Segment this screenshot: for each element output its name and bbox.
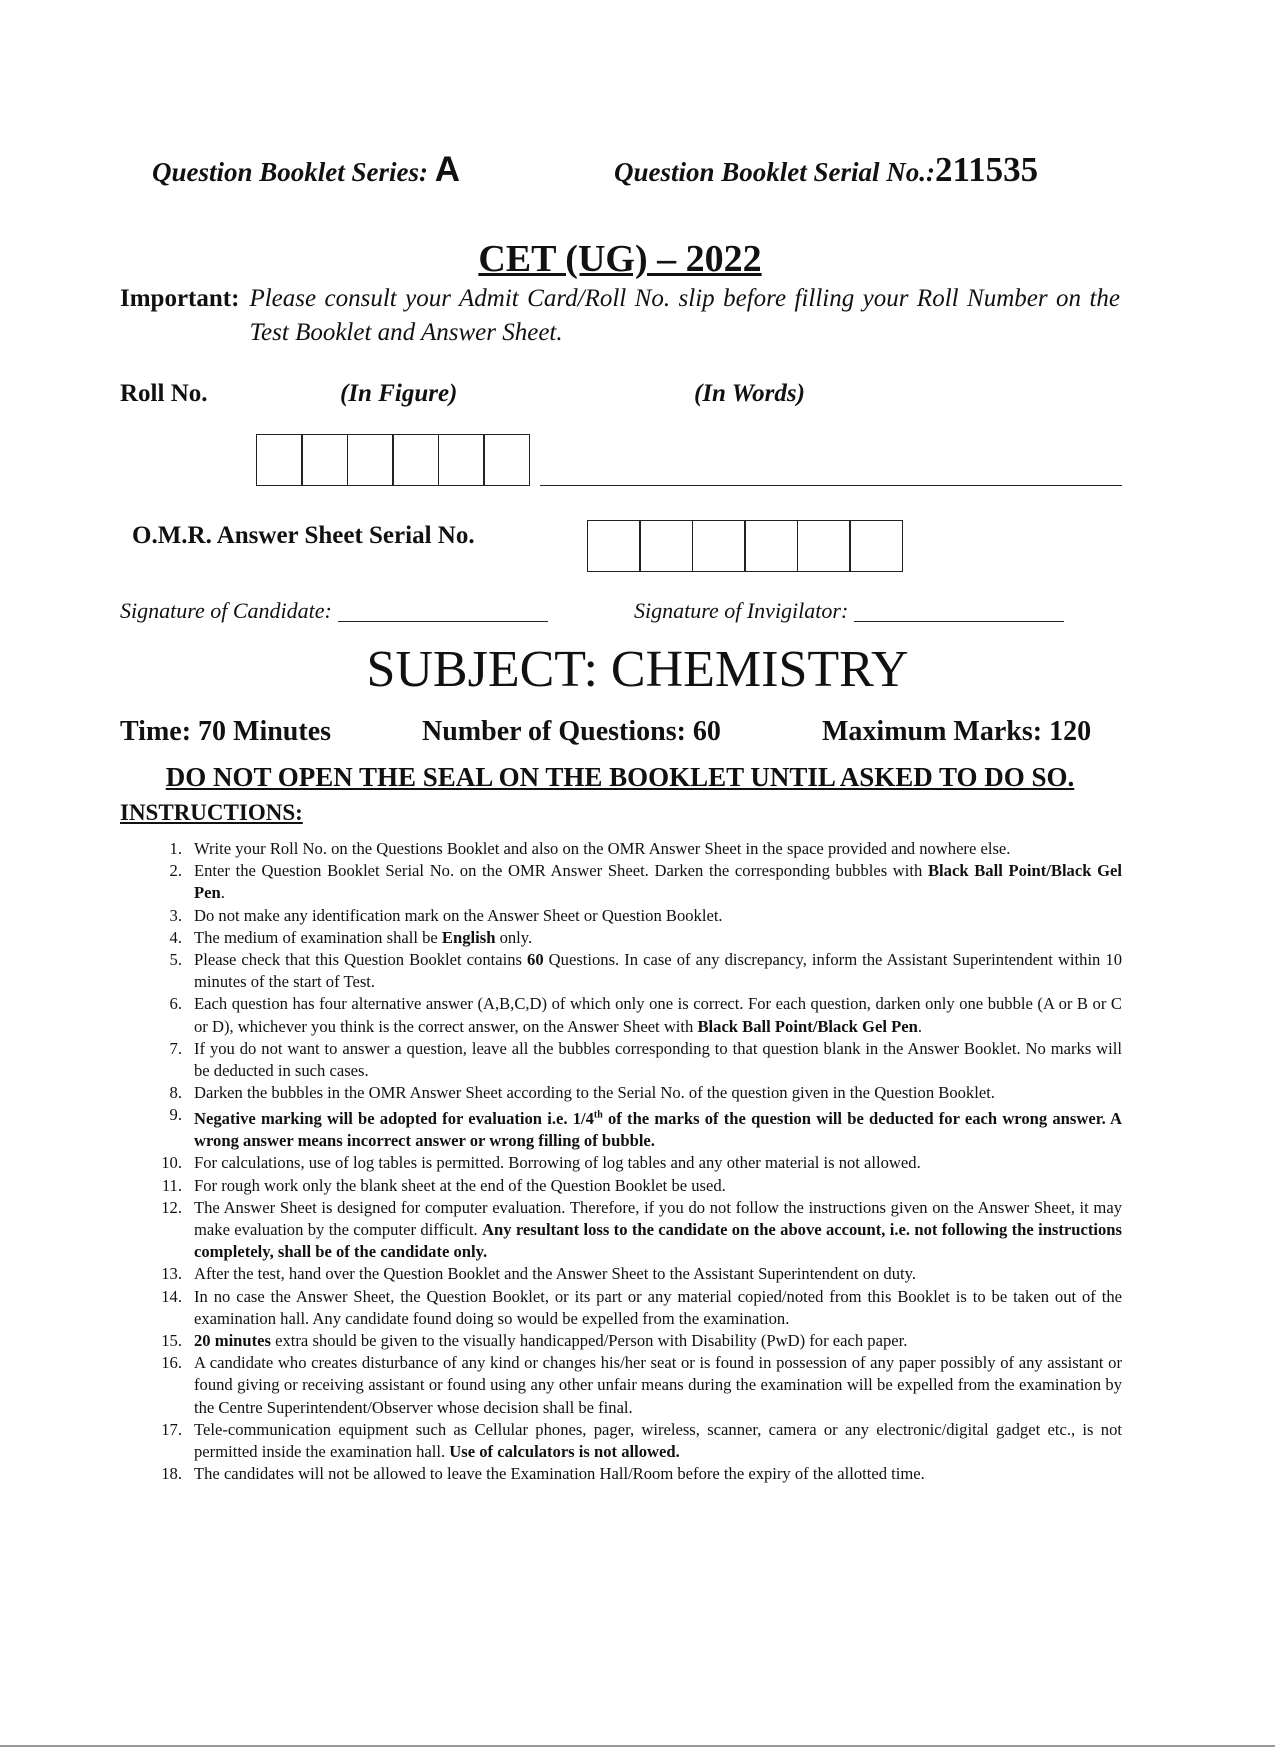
booklet-series xyxy=(152,150,460,190)
booklet-serial-value: 211535 xyxy=(935,150,1039,189)
instruction-text: The medium of examination shall be English only. xyxy=(194,927,533,947)
instruction-item xyxy=(150,1082,1122,1104)
instruction-text: For rough work only the blank sheet at the end of the Question Booklet be used. xyxy=(194,1175,726,1195)
question-count: Number of Questions: 60 xyxy=(422,716,721,747)
instruction-item xyxy=(150,1263,1122,1285)
instruction-number: 15. xyxy=(161,1331,182,1350)
seal-notice: DO NOT OPEN THE SEAL ON THE BOOKLET UNTIL ASKED TO DO SO. xyxy=(165,762,1075,792)
instruction-text: Do not make any identification mark on the Answer Sheet or Question Booklet. xyxy=(194,905,723,925)
booklet-serial xyxy=(614,150,1038,190)
invigilator-signature-label: Signature of Invigilator: xyxy=(634,598,849,623)
instruction-number: 16. xyxy=(161,1353,182,1373)
instruction-number: 11. xyxy=(161,1175,182,1195)
instruction-item xyxy=(150,1463,1122,1485)
instruction-text: Enter the Question Booklet Serial No. on the OMR Answer Sheet. Darken the corresponding bubbles with Black Ball Point/Black Gel Pen. xyxy=(194,861,1122,903)
instruction-text: Negative marking will be adopted for evaluation i.e. 1/4th of the marks of the question will be deducted for each wrong answer. A wrong answer means incorrect answer or wrong filling of bubble. xyxy=(194,1108,1122,1151)
candidate-signature-label: Signature of Candidate: xyxy=(120,598,332,623)
roll-in-words-label: (In Words) xyxy=(694,380,805,407)
roll-digit-box[interactable] xyxy=(483,434,530,486)
instruction-item xyxy=(150,1419,1122,1463)
instruction-number: 9. xyxy=(169,1105,182,1125)
booklet-series-label: Question Booklet Series: xyxy=(152,157,429,187)
instruction-number: 17. xyxy=(161,1419,182,1439)
instruction-number: 1. xyxy=(169,839,182,858)
instruction-text: A candidate who creates disturbance of any kind or changes his/her seat or is found in possession of any paper possibly of any assistant or found giving or receiving assistant or found using any other unfair means during the examination will be expelled from the examination by the Centre Superintendent/Observer whose decision shall be final. xyxy=(194,1353,1122,1417)
exam-time: Time: 70 Minutes xyxy=(120,716,332,747)
instruction-number: 8. xyxy=(169,1083,182,1103)
instruction-number: 7. xyxy=(169,1038,182,1058)
instruction-number: 12. xyxy=(161,1197,182,1217)
omr-digit-box[interactable] xyxy=(587,520,641,572)
omr-digit-box[interactable] xyxy=(692,520,746,572)
booklet-serial-label: Question Booklet Serial No.: xyxy=(614,157,936,187)
instruction-text: If you do not want to answer a question, leave all the bubbles corresponding to that question blank in the Answer Booklet. No marks will be deducted in such cases. xyxy=(194,1038,1122,1081)
instruction-text: Darken the bubbles in the OMR Answer Sheet according to the Serial No. of the question given in the Question Booklet. xyxy=(194,1083,995,1103)
omr-digit-box[interactable] xyxy=(797,520,851,572)
instruction-item xyxy=(150,860,1122,904)
instruction-text: The Answer Sheet is designed for computer evaluation. Therefore, if you do not follow the instructions given on the Answer Sheet, it may make evaluation by the computer difficult. Any resultant loss to the candidate on the above account, i.e. not following the instructions completely, shall be of the candidate only. xyxy=(194,1197,1122,1262)
instruction-text: In no case the Answer Sheet, the Question Booklet, or its part or any material copied/noted from this Booklet is to be taken out of the examination hall. Any candidate found doing so would be expelled from the examination. xyxy=(194,1286,1122,1328)
instruction-number: 3. xyxy=(169,905,182,925)
instruction-text: Please check that this Question Booklet contains 60 Questions. In case of any discrepancy, inform the Assistant Superintendent within 10 minutes of the start of Test. xyxy=(194,950,1122,992)
invigilator-signature xyxy=(634,598,1064,624)
candidate-signature-line[interactable] xyxy=(338,621,548,622)
instruction-item xyxy=(150,1286,1122,1330)
invigilator-signature-line[interactable] xyxy=(854,621,1064,622)
important-text: Please consult your Admit Card/Roll No. slip before filling your Roll Number on the Test Booklet and Answer Sheet. xyxy=(249,285,1120,346)
roll-digit-box[interactable] xyxy=(256,434,303,486)
instruction-item xyxy=(150,1152,1122,1174)
instruction-item xyxy=(150,905,1122,927)
instruction-item xyxy=(150,1104,1122,1152)
instruction-item xyxy=(150,838,1122,860)
booklet-series-value: A xyxy=(434,150,461,189)
instructions-title: INSTRUCTIONS: xyxy=(120,800,303,825)
instruction-item xyxy=(150,1175,1122,1197)
omr-digit-box[interactable] xyxy=(744,520,798,572)
instruction-item xyxy=(150,1352,1122,1419)
instruction-text: 20 minutes extra should be given to the visually handicapped/Person with Disability (PwD) for each paper. xyxy=(194,1331,908,1350)
instruction-item xyxy=(150,1330,1122,1352)
instruction-number: 6. xyxy=(169,994,182,1014)
roll-in-figure-label: (In Figure) xyxy=(340,380,458,407)
instruction-number: 13. xyxy=(161,1264,182,1284)
important-label: Important: xyxy=(120,285,240,312)
exam-title: CET (UG) – 2022 xyxy=(478,238,762,280)
instruction-item xyxy=(150,993,1122,1037)
instruction-text: The candidates will not be allowed to leave the Examination Hall/Room before the expiry of the allotted time. xyxy=(194,1464,925,1484)
instruction-number: 18. xyxy=(161,1464,182,1484)
instruction-item xyxy=(150,1038,1122,1082)
roll-digit-box[interactable] xyxy=(438,434,485,486)
instruction-number: 14. xyxy=(161,1286,182,1306)
instruction-number: 2. xyxy=(169,861,182,881)
omr-serial-label: O.M.R. Answer Sheet Serial No. xyxy=(132,522,475,549)
instruction-number: 4. xyxy=(169,927,182,947)
instruction-item xyxy=(150,1197,1122,1264)
page-bottom-rule xyxy=(0,1745,1275,1747)
instruction-text: Write your Roll No. on the Questions Booklet and also on the OMR Answer Sheet in the space provided and nowhere else. xyxy=(194,839,1011,858)
instruction-text: Each question has four alternative answer (A,B,C,D) of which only one is correct. For each question, darken only one bubble (A or B or C or D), whichever you think is the correct answer, on the Answer Sheet with Black Ball Point/Black Gel Pen. xyxy=(194,994,1122,1036)
instruction-number: 5. xyxy=(169,950,182,970)
omr-digit-box[interactable] xyxy=(639,520,693,572)
roll-figure-boxes[interactable] xyxy=(257,434,530,486)
roll-digit-box[interactable] xyxy=(392,434,439,486)
instruction-item xyxy=(150,927,1122,949)
maximum-marks: Maximum Marks: 120 xyxy=(822,716,1092,747)
instruction-text: For calculations, use of log tables is permitted. Borrowing of log tables and any other material is not allowed. xyxy=(194,1153,921,1173)
instructions-list xyxy=(150,838,1122,1485)
instruction-text: After the test, hand over the Question Booklet and the Answer Sheet to the Assistant Superintendent on duty. xyxy=(194,1264,917,1284)
omr-serial-boxes[interactable] xyxy=(588,520,903,572)
subject-title: SUBJECT: CHEMISTRY xyxy=(366,641,909,698)
important-note xyxy=(120,282,1120,350)
roll-label: Roll No. xyxy=(120,380,208,407)
instruction-number: 10. xyxy=(161,1153,182,1173)
instruction-text: Tele-communication equipment such as Cellular phones, pager, wireless, scanner, camera or any electronic/digital gadget etc., is not permitted inside the examination hall. Use of calculators is not allowed. xyxy=(194,1419,1122,1462)
instruction-item xyxy=(150,949,1122,993)
omr-digit-box[interactable] xyxy=(849,520,903,572)
candidate-signature xyxy=(120,598,548,624)
roll-in-words-line[interactable] xyxy=(540,485,1122,486)
roll-digit-box[interactable] xyxy=(301,434,348,486)
roll-digit-box[interactable] xyxy=(347,434,394,486)
